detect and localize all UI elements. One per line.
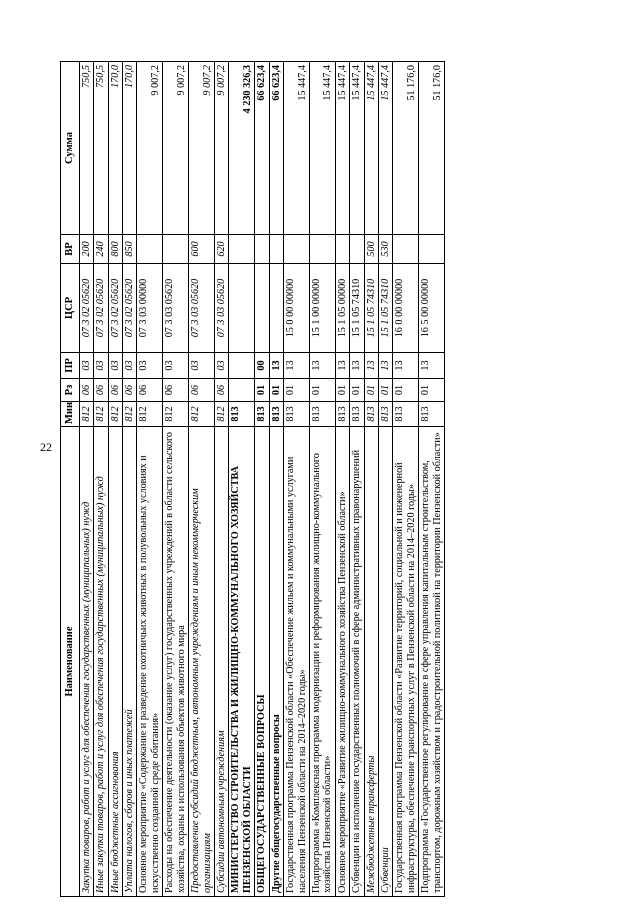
cell-rz: 01 [269, 379, 283, 402]
cell-sum: 170,0 [123, 62, 137, 235]
cell-vr [137, 235, 163, 264]
cell-sum: 9 007,2 [163, 62, 189, 235]
cell-pr: 03 [94, 353, 108, 379]
cell-sum: 9 007,2 [189, 62, 215, 235]
cell-csr: 07 3 02 05620 [94, 264, 108, 353]
cell-rz [229, 379, 255, 402]
budget-table-container [60, 62, 590, 897]
header-vr: ВР [61, 235, 80, 264]
cell-csr: 07 3 03 05620 [214, 264, 228, 353]
cell-vr: 600 [189, 235, 215, 264]
table-row [108, 62, 122, 897]
table-row [214, 62, 228, 897]
cell-vr [309, 235, 335, 264]
cell-vr: 850 [123, 235, 137, 264]
cell-csr: 15 1 05 74310 [350, 264, 364, 353]
cell-name: ОБЩЕГОСУДАРСТВЕННЫЕ ВОПРОСЫ [255, 427, 269, 897]
cell-rz: 01 [350, 379, 364, 402]
cell-rz: 01 [284, 379, 310, 402]
cell-name: Закупка товаров, работ и услуг для обеспечения государственных (муниципальных) нужд [79, 427, 93, 897]
cell-pr: 13 [364, 353, 378, 379]
cell-min: 812 [163, 402, 189, 427]
cell-sum: 750,5 [79, 62, 93, 235]
cell-vr: 800 [108, 235, 122, 264]
cell-pr: 03 [108, 353, 122, 379]
cell-sum: 66 623,4 [255, 62, 269, 235]
cell-rz: 01 [419, 379, 445, 402]
cell-pr: 03 [79, 353, 93, 379]
cell-vr [393, 235, 419, 264]
cell-vr: 500 [364, 235, 378, 264]
cell-name: Иные закупки товаров, работ и услуг для обеспечения государственных (муниципальных) нужд [94, 427, 108, 897]
cell-vr [269, 235, 283, 264]
cell-pr: 00 [255, 353, 269, 379]
cell-csr: 15 1 05 74310 [379, 264, 393, 353]
cell-sum: 170,0 [108, 62, 122, 235]
cell-min: 812 [79, 402, 93, 427]
cell-name: Расходы на обеспечение деятельности (оказание услуг) государственных учреждений в области сельского хозяйства, охраны и использования объектов животного мира [163, 427, 189, 897]
cell-csr: 07 3 03 05620 [189, 264, 215, 353]
cell-rz: 01 [364, 379, 378, 402]
cell-name: Подпрограмма «Государственное регулирование в сфере управления капитальным строительством, транспортом, дорожным хозяйством и градостроительной политикой на территории Пензенской области» [419, 427, 445, 897]
table-row [189, 62, 215, 897]
cell-min: 813 [364, 402, 378, 427]
cell-pr: 13 [335, 353, 349, 379]
cell-sum: 51 176,0 [419, 62, 445, 235]
header-name: Наименование [61, 427, 80, 897]
budget-table [60, 61, 445, 897]
table-row [229, 62, 255, 897]
cell-vr: 530 [379, 235, 393, 264]
cell-sum: 66 623,4 [269, 62, 283, 235]
cell-name: Межбюджетные трансферты [364, 427, 378, 897]
cell-sum: 15 447,4 [309, 62, 335, 235]
cell-sum: 15 447,4 [350, 62, 364, 235]
cell-rz: 01 [393, 379, 419, 402]
cell-vr [229, 235, 255, 264]
cell-vr [350, 235, 364, 264]
cell-min: 813 [350, 402, 364, 427]
cell-pr [229, 353, 255, 379]
cell-sum: 9 007,2 [137, 62, 163, 235]
header-sum: Сумма [61, 62, 80, 235]
cell-vr: 240 [94, 235, 108, 264]
header-csr: ЦСР [61, 264, 80, 353]
table-row [79, 62, 93, 897]
cell-name: Основное мероприятие «Содержание и разведение охотничьих животных в полувольных условиях и искусственно созданной среде обитания» [137, 427, 163, 897]
cell-pr: 03 [123, 353, 137, 379]
cell-min: 813 [229, 402, 255, 427]
table-row [94, 62, 108, 897]
cell-min: 813 [335, 402, 349, 427]
table-row [393, 62, 419, 897]
cell-rz: 06 [137, 379, 163, 402]
cell-min: 813 [284, 402, 310, 427]
table-row [284, 62, 310, 897]
table-row [364, 62, 378, 897]
table-row [163, 62, 189, 897]
cell-rz: 06 [214, 379, 228, 402]
cell-pr: 13 [309, 353, 335, 379]
cell-vr: 620 [214, 235, 228, 264]
cell-min: 813 [379, 402, 393, 427]
cell-csr: 15 1 05 74310 [364, 264, 378, 353]
cell-name: Основное мероприятие «Развитие жилищно-коммунального хозяйства Пензенской области» [335, 427, 349, 897]
cell-min: 812 [137, 402, 163, 427]
table-row [419, 62, 445, 897]
cell-csr: 07 3 02 05620 [79, 264, 93, 353]
cell-name: Другие общегосударственные вопросы [269, 427, 283, 897]
cell-rz: 06 [108, 379, 122, 402]
cell-rz: 06 [123, 379, 137, 402]
cell-csr [229, 264, 255, 353]
table-row [255, 62, 269, 897]
cell-vr: 200 [79, 235, 93, 264]
cell-vr [335, 235, 349, 264]
cell-csr: 07 3 03 00000 [137, 264, 163, 353]
cell-sum: 15 447,4 [284, 62, 310, 235]
cell-pr: 03 [137, 353, 163, 379]
cell-name: Уплата налогов, сборов и иных платежей [123, 427, 137, 897]
table-row [123, 62, 137, 897]
cell-name: Подпрограмма «Комплексная программа модернизации и реформирования жилищно-коммунального хозяйства Пензенской области» [309, 427, 335, 897]
cell-pr: 13 [419, 353, 445, 379]
cell-min: 813 [393, 402, 419, 427]
cell-csr: 07 3 03 05620 [163, 264, 189, 353]
cell-name: Государственная программа Пензенской области «Обеспечение жильем и коммунальными услугами населения Пензенской области на 2014–2020 годы» [284, 427, 310, 897]
cell-sum: 15 447,4 [364, 62, 378, 235]
cell-vr [419, 235, 445, 264]
cell-pr: 13 [284, 353, 310, 379]
cell-rz: 06 [189, 379, 215, 402]
cell-name: Субвенции [379, 427, 393, 897]
cell-min: 813 [419, 402, 445, 427]
cell-name: Субвенции на исполнение государственных полномочий в сфере административных правонарушений [350, 427, 364, 897]
cell-min: 813 [309, 402, 335, 427]
cell-pr: 13 [379, 353, 393, 379]
cell-min: 812 [108, 402, 122, 427]
table-header-row [61, 62, 80, 897]
table-row [350, 62, 364, 897]
cell-pr: 03 [163, 353, 189, 379]
cell-min: 813 [269, 402, 283, 427]
table-row [137, 62, 163, 897]
cell-rz: 01 [379, 379, 393, 402]
cell-name: Иные бюджетные ассигнования [108, 427, 122, 897]
cell-csr: 16 5 00 00000 [419, 264, 445, 353]
header-pr: ПР [61, 353, 80, 379]
cell-min: 812 [189, 402, 215, 427]
cell-rz: 01 [335, 379, 349, 402]
cell-sum: 750,5 [94, 62, 108, 235]
cell-csr [255, 264, 269, 353]
cell-name: МИНИСТЕРСТВО СТРОИТЕЛЬСТВА И ЖИЛИЩНО-КОММУНАЛЬНОГО ХОЗЯЙСТВА ПЕНЗЕНСКОЙ ОБЛАСТИ [229, 427, 255, 897]
cell-vr [255, 235, 269, 264]
cell-min: 813 [255, 402, 269, 427]
cell-vr [163, 235, 189, 264]
cell-csr [269, 264, 283, 353]
cell-rz: 01 [255, 379, 269, 402]
header-min: Мин [61, 402, 80, 427]
cell-pr: 13 [393, 353, 419, 379]
table-row [379, 62, 393, 897]
cell-sum: 15 447,4 [335, 62, 349, 235]
cell-sum: 9 007,2 [214, 62, 228, 235]
cell-csr: 15 1 05 00000 [335, 264, 349, 353]
table-row [335, 62, 349, 897]
cell-sum: 51 176,0 [393, 62, 419, 235]
table-row [309, 62, 335, 897]
cell-csr: 07 3 02 05620 [123, 264, 137, 353]
cell-sum: 15 447,4 [379, 62, 393, 235]
cell-name: Субсидии автономным учреждениям [214, 427, 228, 897]
cell-name: Государственная программа Пензенской области «Развитие территорий, социальной и инженерной инфраструктуры, обеспечение транспортных услуг в Пензенской области на 2014–2020 годы» [393, 427, 419, 897]
cell-name: Предоставление субсидий бюджетным, автономным учреждениям и иным некоммерческим организациям [189, 427, 215, 897]
cell-pr: 03 [214, 353, 228, 379]
page-number: 22 [40, 440, 52, 454]
cell-min: 812 [214, 402, 228, 427]
cell-min: 812 [94, 402, 108, 427]
cell-sum: 4 230 326,3 [229, 62, 255, 235]
cell-csr: 15 1 00 00000 [309, 264, 335, 353]
cell-rz: 06 [79, 379, 93, 402]
cell-pr: 03 [189, 353, 215, 379]
cell-rz: 06 [94, 379, 108, 402]
cell-rz: 06 [163, 379, 189, 402]
cell-pr: 13 [350, 353, 364, 379]
cell-rz: 01 [309, 379, 335, 402]
cell-vr [284, 235, 310, 264]
cell-min: 812 [123, 402, 137, 427]
cell-csr: 07 3 02 05620 [108, 264, 122, 353]
cell-csr: 15 0 00 00000 [284, 264, 310, 353]
header-rz: Рз [61, 379, 80, 402]
cell-pr: 13 [269, 353, 283, 379]
table-row [269, 62, 283, 897]
cell-csr: 16 0 00 00000 [393, 264, 419, 353]
